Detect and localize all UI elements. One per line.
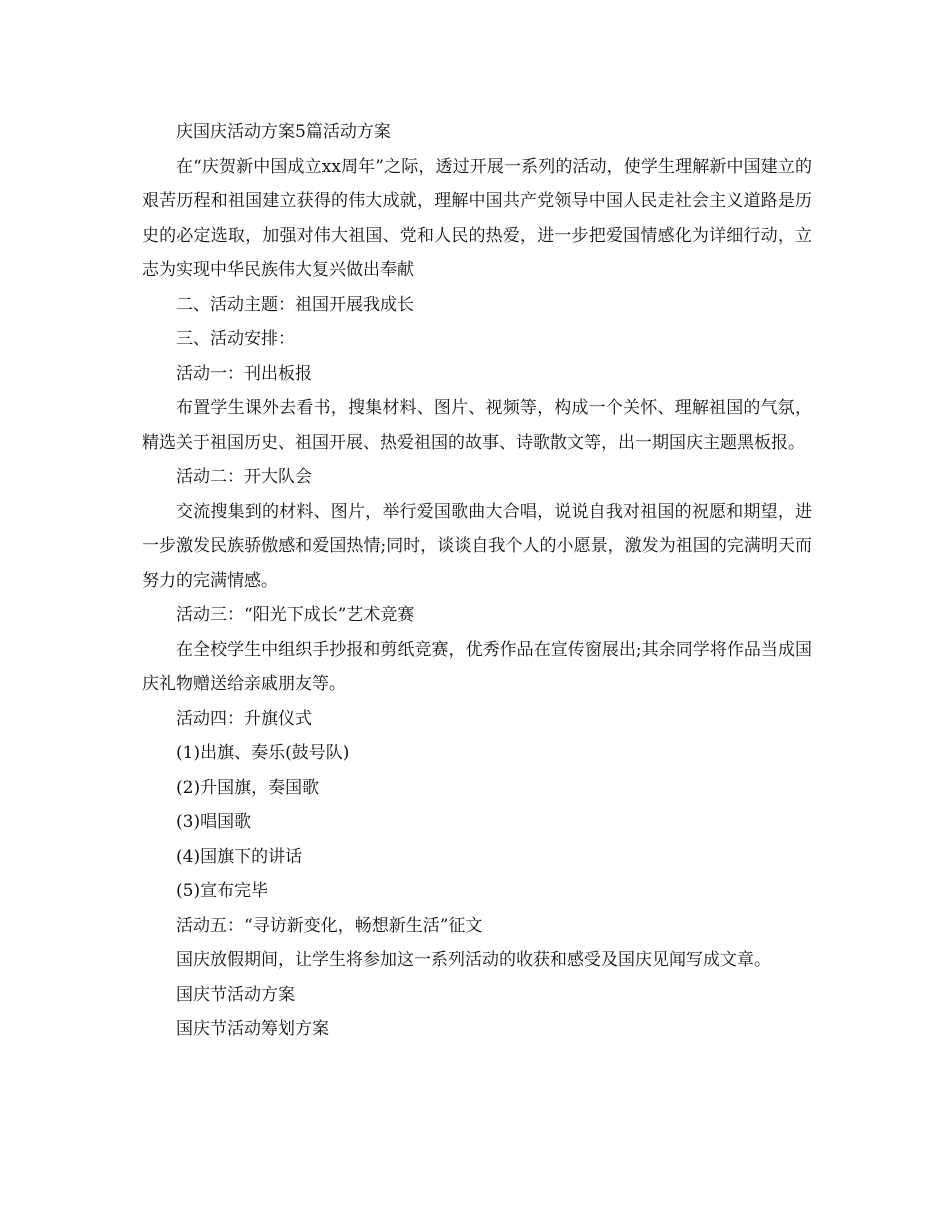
section-heading-national-day-planning: 国庆节活动筹划方案 [176, 1019, 329, 1039]
activity-3-heading: 活动三：“阳光下成长”艺术竞赛 [176, 605, 415, 625]
activity-2-paragraph: 交流搜集到的材料、图片，举行爱国歌曲大合唱，说说自我对祖国的祝愿和期望，进一步激发民族骄傲感和爱国热情;同时，谈谈自我个人的小愿景，激发为祖国的完满明天而努力的完满情感。 [142, 501, 812, 591]
section-heading-schedule: 三、活动安排： [176, 329, 295, 349]
activity-2-heading: 活动二：开大队会 [176, 467, 312, 487]
list-item: (3)唱国歌 [176, 812, 252, 832]
list-item: (5)宣布完毕 [176, 881, 269, 901]
list-item: (4)国旗下的讲话 [176, 846, 303, 867]
document-body [142, 115, 812, 1047]
activity-1-heading: 活动一：刊出板报 [176, 363, 312, 384]
section-heading-national-day-plan: 国庆节活动方案 [176, 984, 295, 1005]
section-heading-theme: 二、活动主题：祖国开展我成长 [176, 294, 414, 315]
intro-paragraph: 在“庆贺新中国成立xx周年”之际，透过开展一系列的活动，使学生理解新中国建立的艰苦历程和祖国建立获得的伟大成就，理解中国共产党领导中国人民走社会主义道路是历史的必定选取，加强对伟大祖国、党和人民的热爱，进一步把爱国情感化为详细行动，立志为实现中华民族伟大复兴做出奉献 [142, 156, 812, 280]
activity-5-heading: 活动五：“寻访新变化，畅想新生活”征文 [176, 915, 483, 936]
activity-3-paragraph: 在全校学生中组织手抄报和剪纸竞赛，优秀作品在宣传窗展出;其余同学将作品当成国庆礼物赠送给亲戚朋友等。 [142, 639, 812, 694]
activity-1-paragraph: 布置学生课外去看书，搜集材料、图片、视频等，构成一个关怀、理解祖国的气氛，精选关于祖国历史、祖国开展、热爱祖国的故事、诗歌散文等，出一期国庆主题黑板报。 [142, 398, 812, 453]
activity-5-paragraph: 国庆放假期间，让学生将参加这一系列活动的收获和感受及国庆见闻写成文章。 [176, 950, 771, 970]
activity-4-heading: 活动四：升旗仪式 [176, 708, 312, 729]
list-item: (2)升国旗，奏国歌 [176, 777, 320, 798]
list-item: (1)出旗、奏乐(鼓号队) [176, 743, 350, 763]
document-title: 庆国庆活动方案5篇活动方案 [176, 122, 391, 142]
